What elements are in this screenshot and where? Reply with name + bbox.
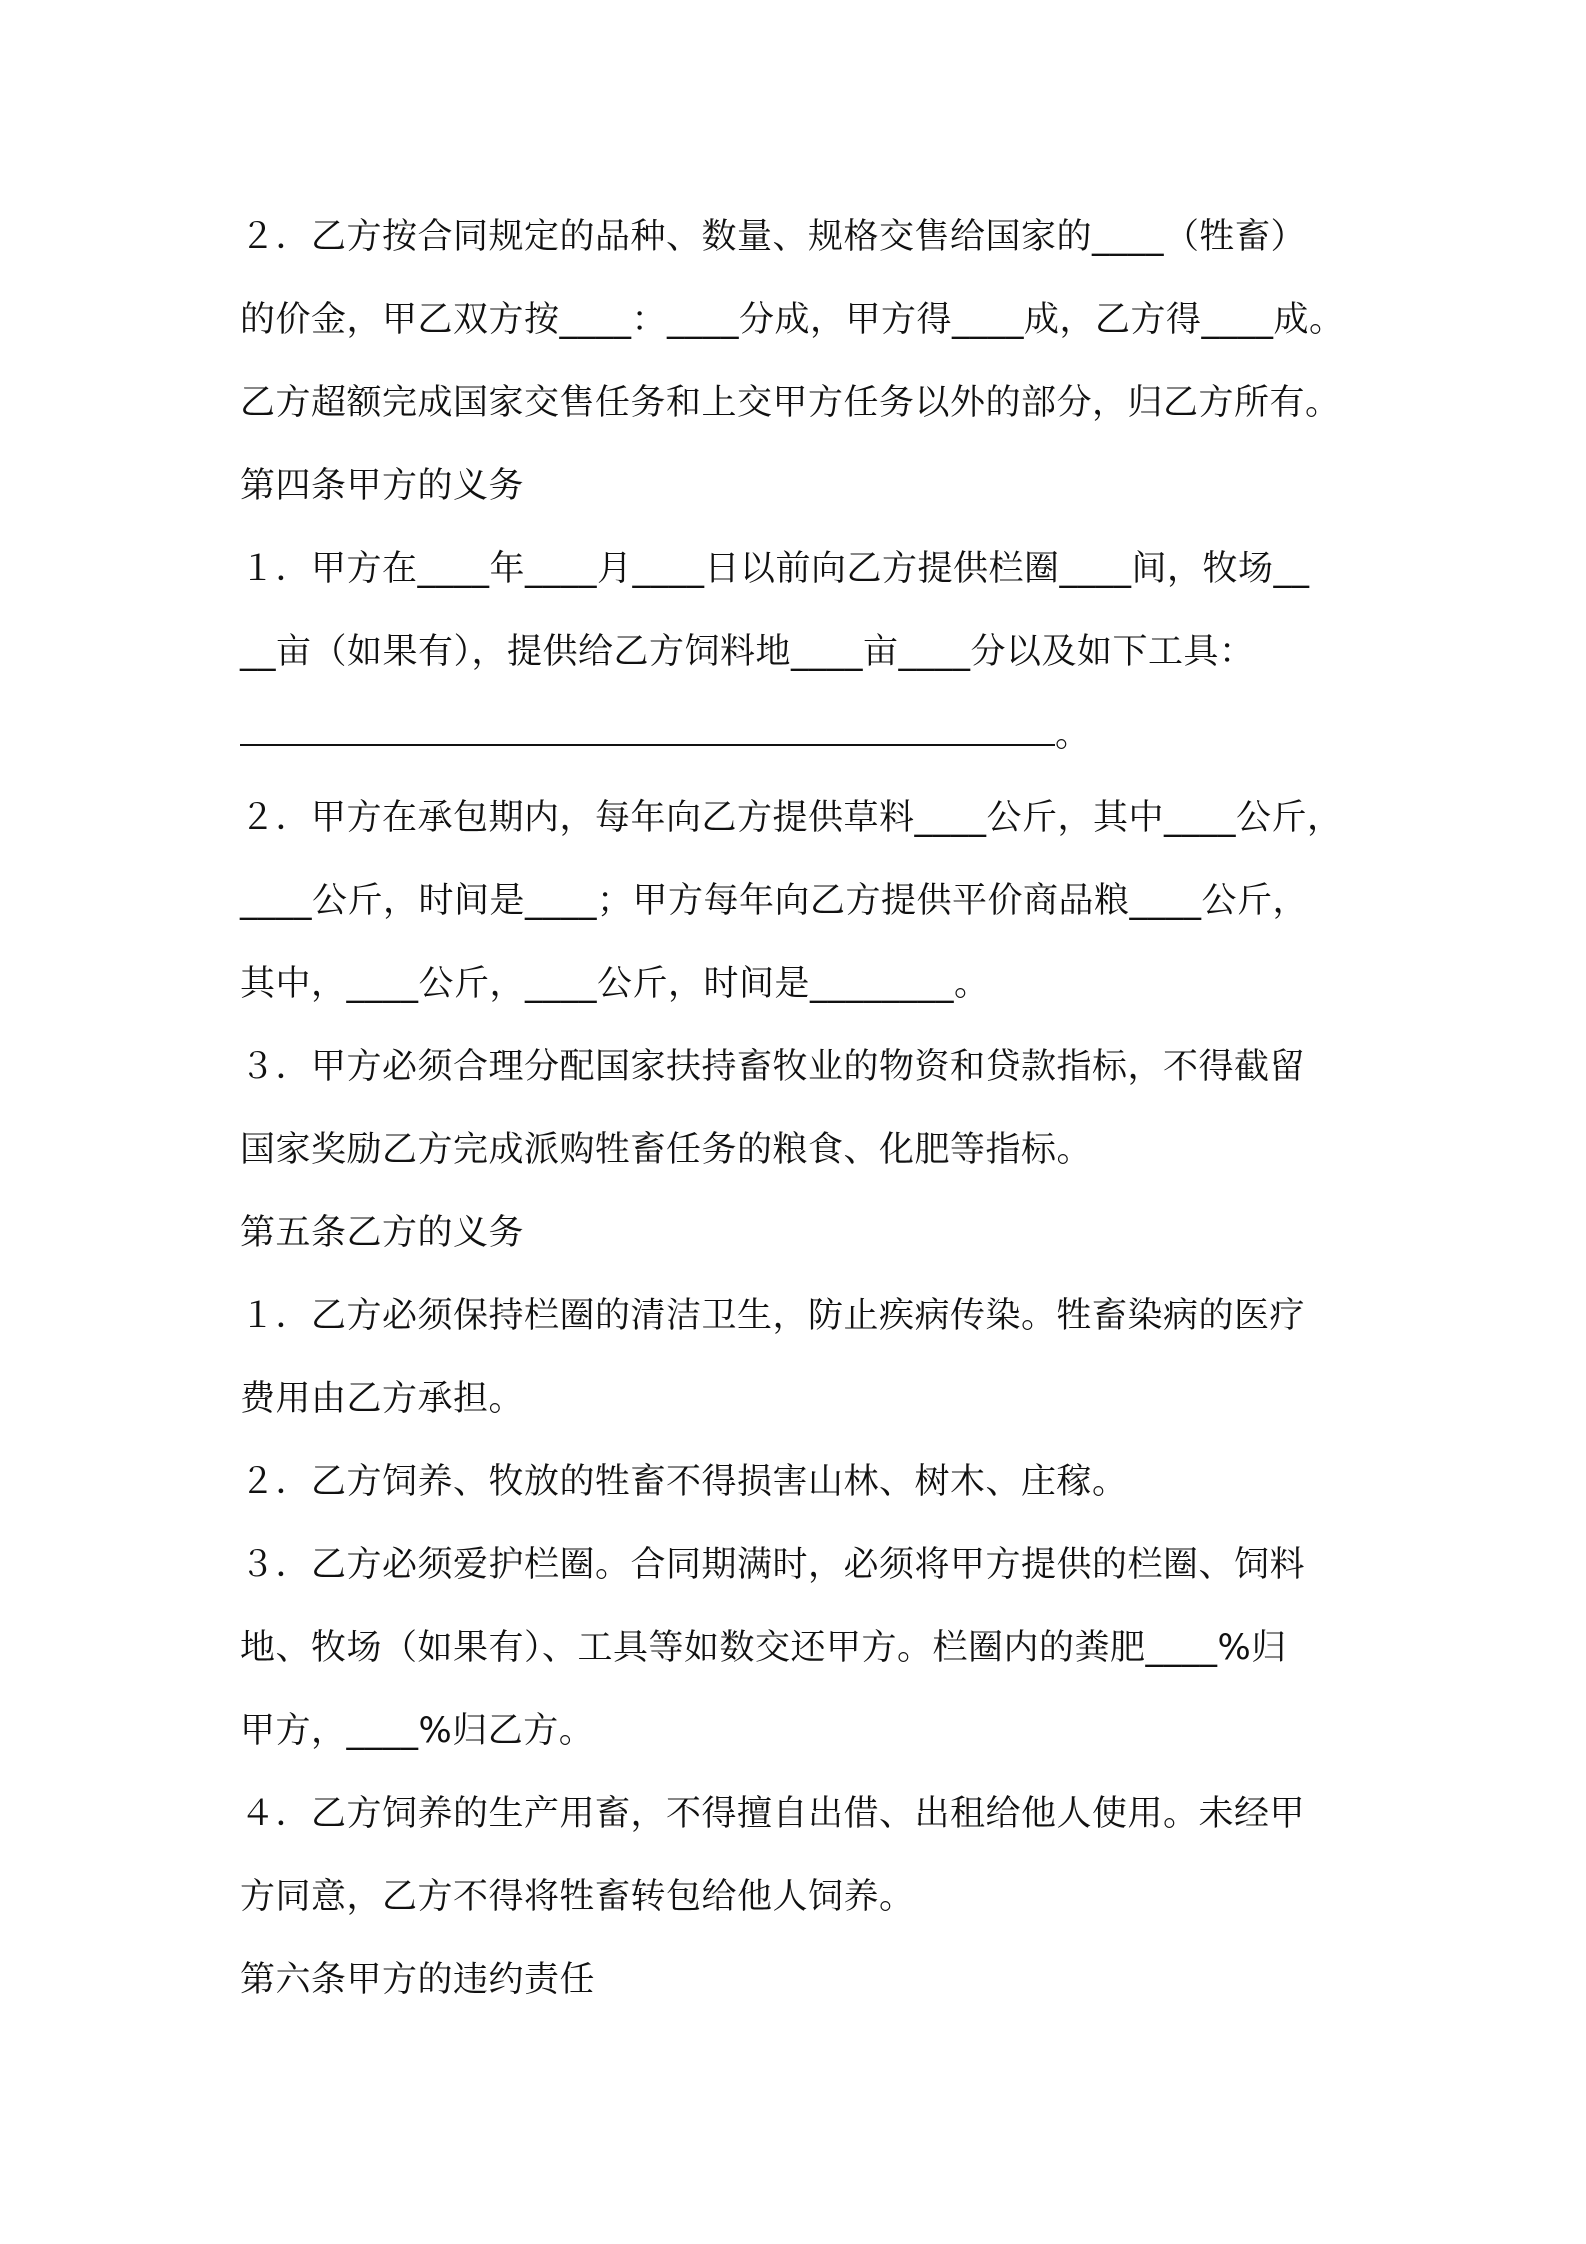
text-line: ____公斤，时间是____；甲方每年向乙方提供平价商品粮____公斤， bbox=[240, 881, 1309, 921]
text-line: 地、牧场（如果有）、工具等如数交还甲方。栏圈内的粪肥____%归 bbox=[240, 1628, 1287, 1668]
text-line: 的价金，甲乙双方按____：____分成，甲方得____成，乙方得____成。 bbox=[240, 300, 1345, 340]
text-line: 国家奖励乙方完成派购牲畜任务的粮食、化肥等指标。 bbox=[240, 1130, 1093, 1170]
text-line: 费用由乙方承担。 bbox=[240, 1379, 525, 1419]
section-heading-5: 第五条乙方的义务 bbox=[240, 1213, 525, 1253]
line-end-punctuation: 。 bbox=[1055, 715, 1091, 755]
text-line: ３．乙方必须爱护栏圈。合同期满时，必须将甲方提供的栏圈、饲料 bbox=[240, 1545, 1306, 1585]
tools-blank-line bbox=[240, 694, 1390, 777]
text-line: ２．甲方在承包期内，每年向乙方提供草料____公斤，其中____公斤， bbox=[240, 798, 1343, 838]
text-line: １．乙方必须保持栏圈的清洁卫生，防止疾病传染。牲畜染病的医疗 bbox=[240, 1296, 1306, 1336]
section-heading-6: 第六条甲方的违约责任 bbox=[240, 1960, 596, 2000]
text-line: 乙方超额完成国家交售任务和上交甲方任务以外的部分，归乙方所有。 bbox=[240, 383, 1341, 423]
fill-in-blank bbox=[240, 714, 1055, 746]
text-line: 甲方，____%归乙方。 bbox=[240, 1711, 595, 1751]
text-line: __亩（如果有），提供给乙方饲料地____亩____分以及如下工具： bbox=[240, 632, 1255, 672]
section-heading-4: 第四条甲方的义务 bbox=[240, 466, 525, 506]
document-page bbox=[240, 196, 1390, 2022]
text-line: ２．乙方饲养、牧放的牲畜不得损害山林、树木、庄稼。 bbox=[240, 1462, 1128, 1502]
text-line: 方同意，乙方不得将牲畜转包给他人饲养。 bbox=[240, 1877, 915, 1917]
text-line: 其中，____公斤，____公斤，时间是________。 bbox=[240, 964, 990, 1004]
text-line: ４．乙方饲养的生产用畜，不得擅自出借、出租给他人使用。未经甲 bbox=[240, 1794, 1306, 1834]
text-line: ３．甲方必须合理分配国家扶持畜牧业的物资和贷款指标，不得截留 bbox=[240, 1047, 1306, 1087]
text-line: ２．乙方按合同规定的品种、数量、规格交售给国家的____（牲畜） bbox=[240, 217, 1307, 257]
text-line: １．甲方在____年____月____日以前向乙方提供栏圈____间，牧场__ bbox=[240, 549, 1310, 589]
